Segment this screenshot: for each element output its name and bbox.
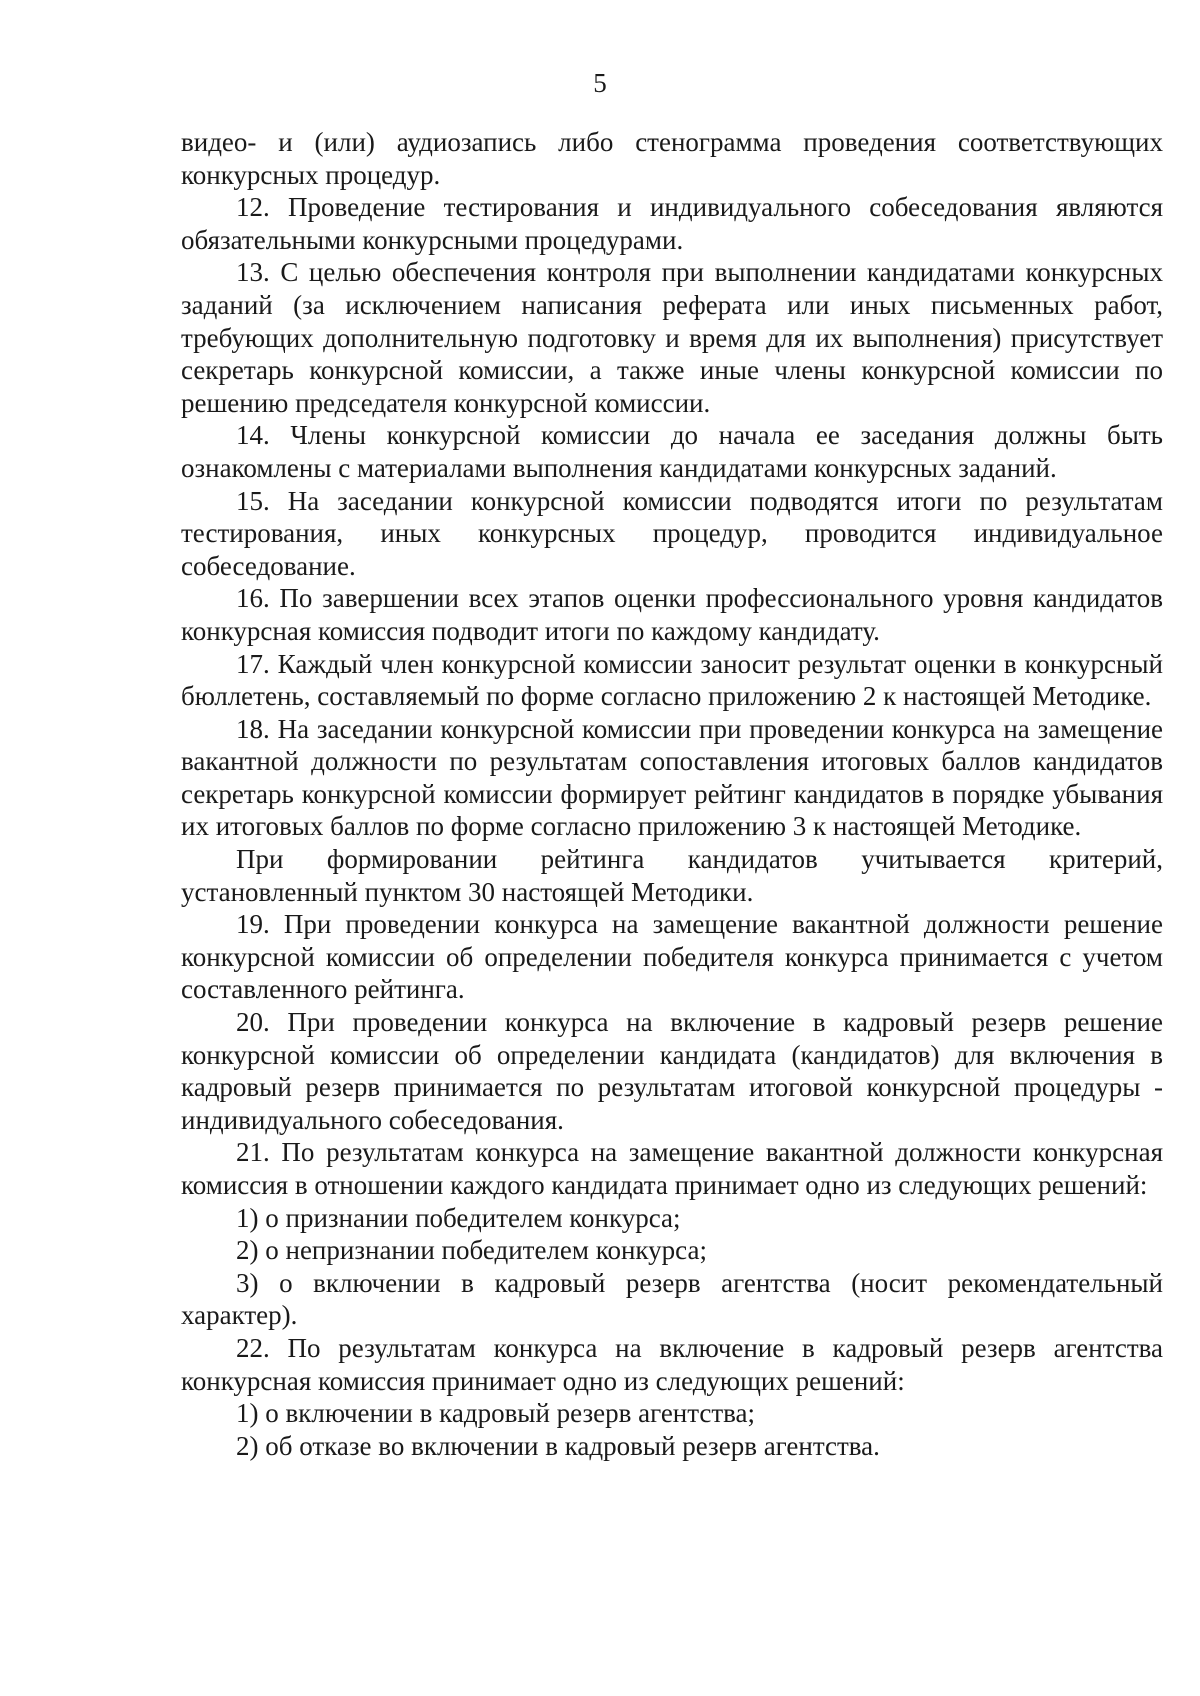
paragraph-15: 15. На заседании конкурсной комиссии подводятся итоги по результатам тестирования, иных конкурсных процедур, проводится индивидуальное собеседование. [181, 485, 1163, 581]
paragraph-16: 16. По завершении всех этапов оценки профессионального уровня кандидатов конкурсная комиссия подводит итоги по каждому кандидату. [181, 583, 1163, 646]
list-item-21-2: 2) о непризнании победителем конкурса; [236, 1235, 707, 1266]
list-item-21-3: 3) о включении в кадровый резерв агентства (носит рекомендательный характер). [181, 1267, 1163, 1331]
paragraph-14: 14. Члены конкурсной комиссии до начала ее заседания должны быть ознакомлены с материалами выполнения кандидатами конкурсных заданий. [181, 420, 1163, 483]
paragraph-21: 21. По результатам конкурса на замещение вакантной должности конкурсная комиссия в отношении каждого кандидата принимает одно из следующих решений: [181, 1137, 1163, 1200]
paragraph-13: 13. С целью обеспечения контроля при выполнении кандидатами конкурсных заданий (за исключением написания реферата или иных письменных работ, требующих дополнительную подготовку и время для их выполнения) присутствует секретарь конкурсной комиссии, а также иные члены конкурсной комиссии по решению председателя конкурсной комиссии. [181, 257, 1163, 418]
paragraph-12: 12. Проведение тестирования и индивидуального собеседования являются обязательными конкурсными процедурами. [181, 192, 1163, 255]
document-body [181, 126, 1163, 1462]
paragraph-22: 22. По результатам конкурса на включение в кадровый резерв агентства конкурсная комиссия принимает одно из следующих решений: [181, 1332, 1163, 1396]
paragraph-18: 18. На заседании конкурсной комиссии при проведении конкурса на замещение вакантной должности по результатам сопоставления итоговых баллов кандидатов секретарь конкурсной комиссии формирует рейтинг кандидатов в порядке убывания их итоговых баллов по форме согласно приложению 3 к настоящей Методике. [181, 713, 1163, 842]
list-item-21-1: 1) о признании победителем конкурса; [236, 1202, 681, 1233]
paragraph-19: 19. При проведении конкурса на замещение вакантной должности решение конкурсной комиссии об определении победителя конкурса принимается с учетом составленного рейтинга. [181, 909, 1163, 1005]
page-number: 5 [593, 68, 607, 98]
paragraph-17: 17. Каждый член конкурсной комиссии заносит результат оценки в конкурсный бюллетень, составляемый по форме согласно приложению 2 к настоящей Методике. [181, 648, 1163, 712]
list-item-22-1: 1) о включении в кадровый резерв агентства; [236, 1398, 756, 1429]
paragraph-continuation: видео- и (или) аудиозапись либо стенограмма проведения соответствующих конкурсных процедур. [181, 127, 1163, 190]
list-item-22-2: 2) об отказе во включении в кадровый резерв агентства. [236, 1430, 880, 1461]
paragraph-18-note: При формировании рейтинга кандидатов учитывается критерий, установленный пунктом 30 настоящей Методики. [181, 844, 1163, 907]
paragraph-20: 20. При проведении конкурса на включение в кадровый резерв решение конкурсной комиссии об определении кандидата (кандидатов) для включения в кадровый резерв принимается по результатам итоговой конкурсной процедуры - индивидуального собеседования. [181, 1007, 1163, 1135]
